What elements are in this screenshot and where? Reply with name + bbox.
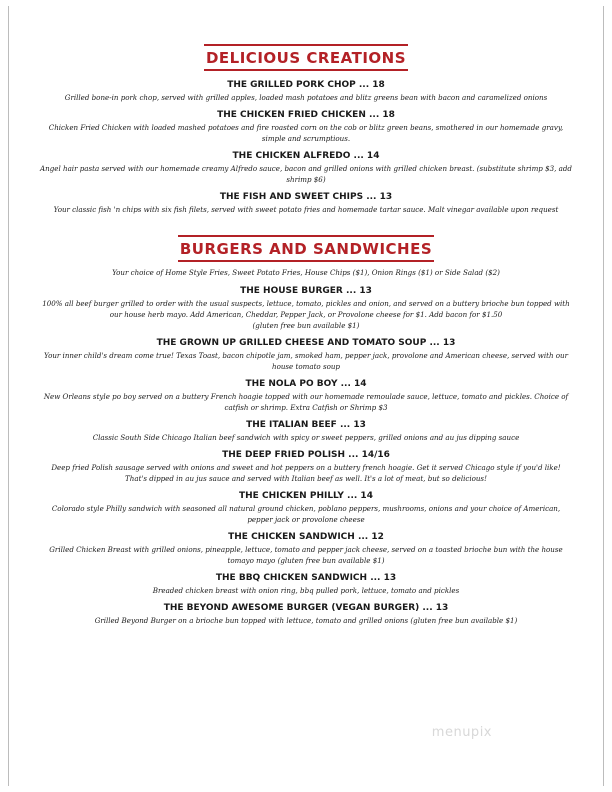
item-description: Grilled Chicken Breast with grilled onions, pineapple, lettuce, tomato and pepper jack cheese, served on a toasted brioche bun with the house tomayo mayo (gluten free bun available $1): [49, 545, 563, 565]
item-name: THE ITALIAN BEEF ... 13: [246, 420, 366, 430]
item-name: THE CHICKEN SANDWICH ... 12: [228, 532, 384, 542]
item-name: THE HOUSE BURGER ... 13: [240, 286, 372, 296]
menu-item: [40, 419, 572, 443]
section-title: BURGERS AND SANDWICHES: [179, 240, 433, 258]
item-name: THE CHICKEN ALFREDO ... 14: [232, 151, 380, 161]
item-name: THE CHICKEN FRIED CHICKEN ... 18: [217, 110, 395, 120]
menu-item: [40, 378, 572, 413]
item-description: Breaded chicken breast with onion ring, bbq pulled pork, lettuce, tomato and pickles: [152, 586, 460, 595]
item-description: Classic South Side Chicago Italian beef sandwich with spicy or sweet peppers, grilled onions and au jus dipping sauce: [92, 433, 520, 442]
item-name: THE BBQ CHICKEN SANDWICH ... 13: [215, 573, 397, 583]
item-description: Your classic fish 'n chips with six fish filets, served with sweet potato fries and homemade tartar sauce. Malt vinegar available upon request: [53, 205, 559, 214]
item-name: THE FISH AND SWEET CHIPS ... 13: [219, 192, 393, 202]
item-description: Grilled Beyond Burger on a brioche bun topped with lettuce, tomato and grilled onions (gluten free bun available $1): [94, 616, 518, 625]
menu-item: [40, 490, 572, 525]
menu-item: [40, 109, 572, 144]
section-burgers-and-sandwiches: [40, 235, 572, 262]
item-description: Grilled bone-in pork chop, served with grilled apples, loaded mash potatoes and blitz greens bean with bacon and caramelized onions: [64, 93, 548, 102]
item-name: THE GROWN UP GRILLED CHEESE AND TOMATO SOUP ... 13: [156, 338, 456, 348]
section-title-box: [204, 44, 408, 71]
item-description: New Orleans style po boy served on a buttery French hoagie topped with our homemade remoulade sauce, lettuce, tomato and pickles. Choice of catfish or shrimp. Extra Catfish or Shrimp $3: [43, 392, 569, 412]
menu-item: [40, 337, 572, 372]
menu-item: [40, 449, 572, 484]
item-name: THE GRILLED PORK CHOP ... 18: [227, 80, 385, 90]
menu-content: [40, 44, 572, 632]
section-title: DELICIOUS CREATIONS: [205, 49, 407, 67]
item-description: 100% all beef burger grilled to order with the usual suspects, lettuce, tomato, pickles and onion, and served on a buttery brioche bun topped with our house herb mayo. Add American, Cheddar, Pepper Jack, or Provolone cheese for $1. Add bacon for $1.50: [42, 299, 570, 319]
menu-item: [40, 531, 572, 566]
section-delicious-creations: [40, 44, 572, 71]
item-name: THE BEYOND AWESOME BURGER (VEGAN BURGER) ... 13: [163, 603, 449, 613]
item-description: Angel hair pasta served with our homemade creamy Alfredo sauce, bacon and grilled onions with grilled chicken breast. (substitute shrimp $3, add shrimp $6): [40, 164, 572, 184]
item-description: Chicken Fried Chicken with loaded mashed potatoes and fire roasted corn on the cob or blitz green beans, smothered in our homemade gravy, simple and scrumptious.: [48, 123, 564, 143]
item-description: Deep fried Polish sausage served with onions and sweet and hot peppers on a buttery french hoagie. Get it served Chicago style if you'd like! That's dipped in au jus sauce and served with Italian beef as well. It's a lot of meat, but so delicious!: [51, 463, 561, 483]
item-description: Your inner child's dream come true! Texas Toast, bacon chipotle jam, smoked ham, pepper jack, provolone and American cheese, served with our house tomato soup: [44, 351, 568, 371]
item-name: THE CHICKEN PHILLY ... 14: [239, 491, 373, 501]
menu-item: [40, 602, 572, 626]
menu-item: [40, 150, 572, 185]
menu-item: [40, 572, 572, 596]
menu-item: [40, 191, 572, 215]
menu-item: [40, 79, 572, 103]
section-title-box: [178, 235, 434, 262]
sides-note: Your choice of Home Style Fries, Sweet Potato Fries, House Chips ($1), Onion Rings ($1) or Side Salad ($2): [112, 268, 500, 277]
item-name: THE DEEP FRIED POLISH ... 14/16: [222, 450, 390, 460]
menu-item: [40, 285, 572, 331]
item-note: (gluten free bun available $1): [252, 321, 360, 330]
item-name: THE NOLA PO BOY ... 14: [245, 379, 367, 389]
watermark: menupix: [431, 725, 492, 740]
item-description: Colorado style Philly sandwich with seasoned all natural ground chicken, poblano peppers, mushrooms, onions and your choice of American, pepper jack or provolone cheese: [51, 504, 561, 524]
